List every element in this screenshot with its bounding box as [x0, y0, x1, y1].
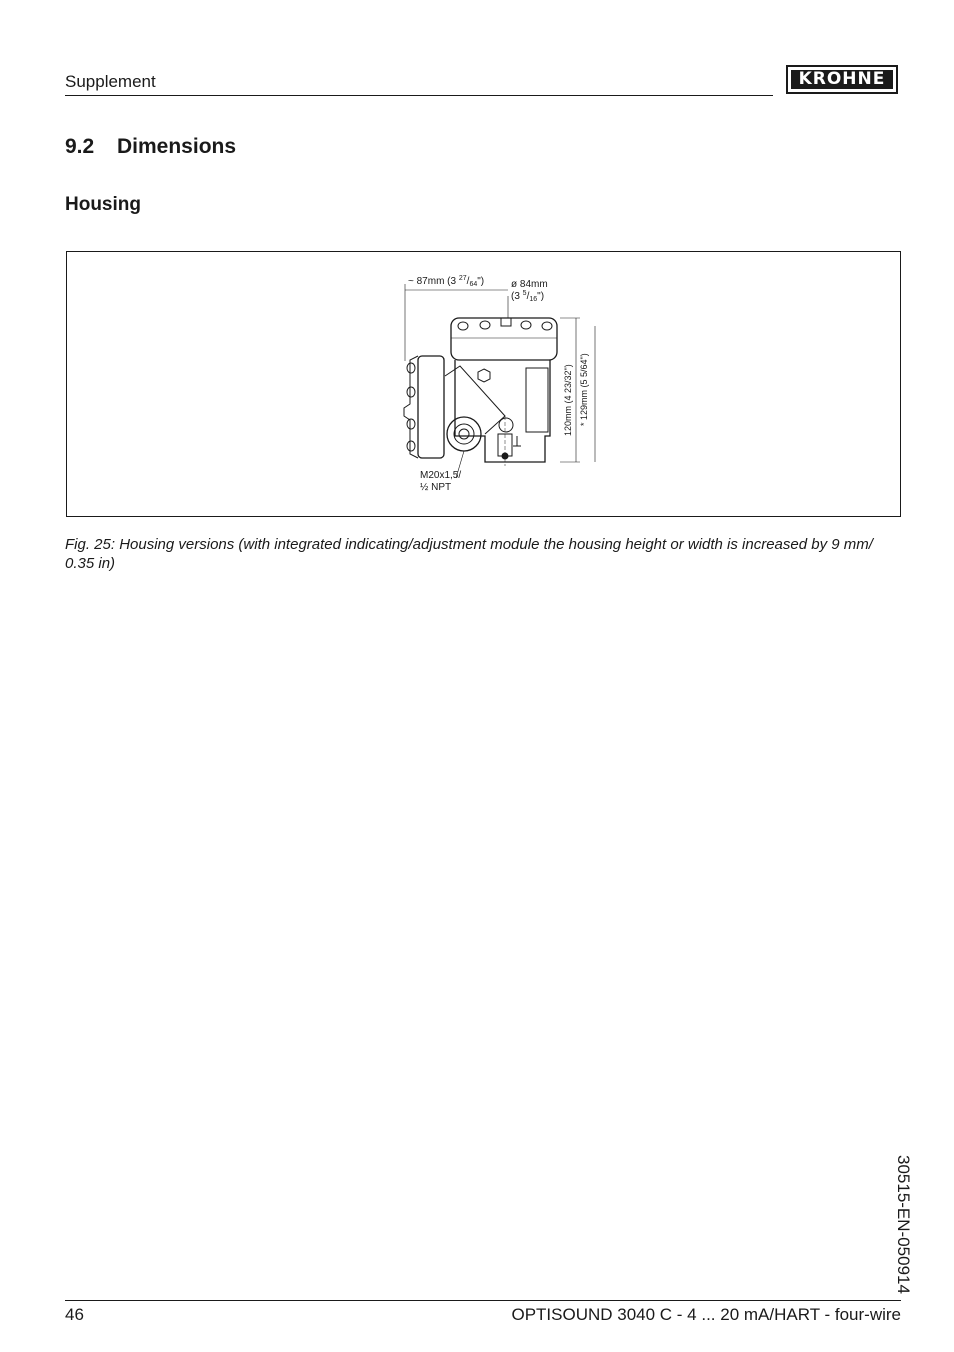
dim-height-2: * 129mm (5 5/64") — [579, 353, 589, 426]
dim-width-end: ") — [477, 276, 485, 287]
svg-text:~ 87mm (3 27/64") — [408, 275, 484, 288]
dim-dia-2a: (3 — [511, 291, 523, 302]
section-number: 9.2 — [65, 135, 95, 158]
page-number: 46 — [65, 1305, 84, 1324]
thread-label-1: M20x1,5/ — [420, 470, 462, 481]
figure-caption: Fig. 25: Housing versions (with integrated indicating/adjustment module the housing height or width is increased by 9 mm/ 0.35 in) — [65, 536, 873, 572]
dim-height-1: 120mm (4 23/32") — [563, 364, 573, 436]
header-rule — [65, 95, 773, 96]
section-title: Dimensions — [117, 135, 237, 158]
subsection-heading: Housing — [65, 194, 141, 215]
dim-width-den: 64 — [469, 281, 478, 288]
dim-dia-2num: 5 — [522, 290, 527, 297]
section-heading — [65, 135, 236, 159]
dim-dia-2end: ") — [537, 291, 545, 302]
footer-rule — [65, 1300, 901, 1301]
dim-dia-2den: 16 — [529, 296, 538, 303]
krohne-logo — [786, 65, 898, 94]
dim-diameter-1: ø 84mm — [511, 279, 548, 290]
header-section: Supplement — [65, 72, 156, 91]
footer-title: OPTISOUND 3040 C - 4 ... 20 mA/HART - four-wire — [511, 1305, 901, 1324]
dim-width-sep: / — [466, 276, 470, 287]
dim-width-num: 27 — [458, 275, 467, 282]
dim-width-main: ~ 87mm (3 — [408, 276, 459, 287]
svg-text:(3 5/16") — [511, 290, 544, 303]
document-id: 30515-EN-050914 — [894, 1155, 913, 1294]
thread-label-2: ½ NPT — [420, 482, 452, 493]
dim-dia-2sep: / — [526, 291, 530, 302]
logo-text: KROHNE — [791, 70, 893, 89]
housing-drawing — [390, 266, 610, 506]
